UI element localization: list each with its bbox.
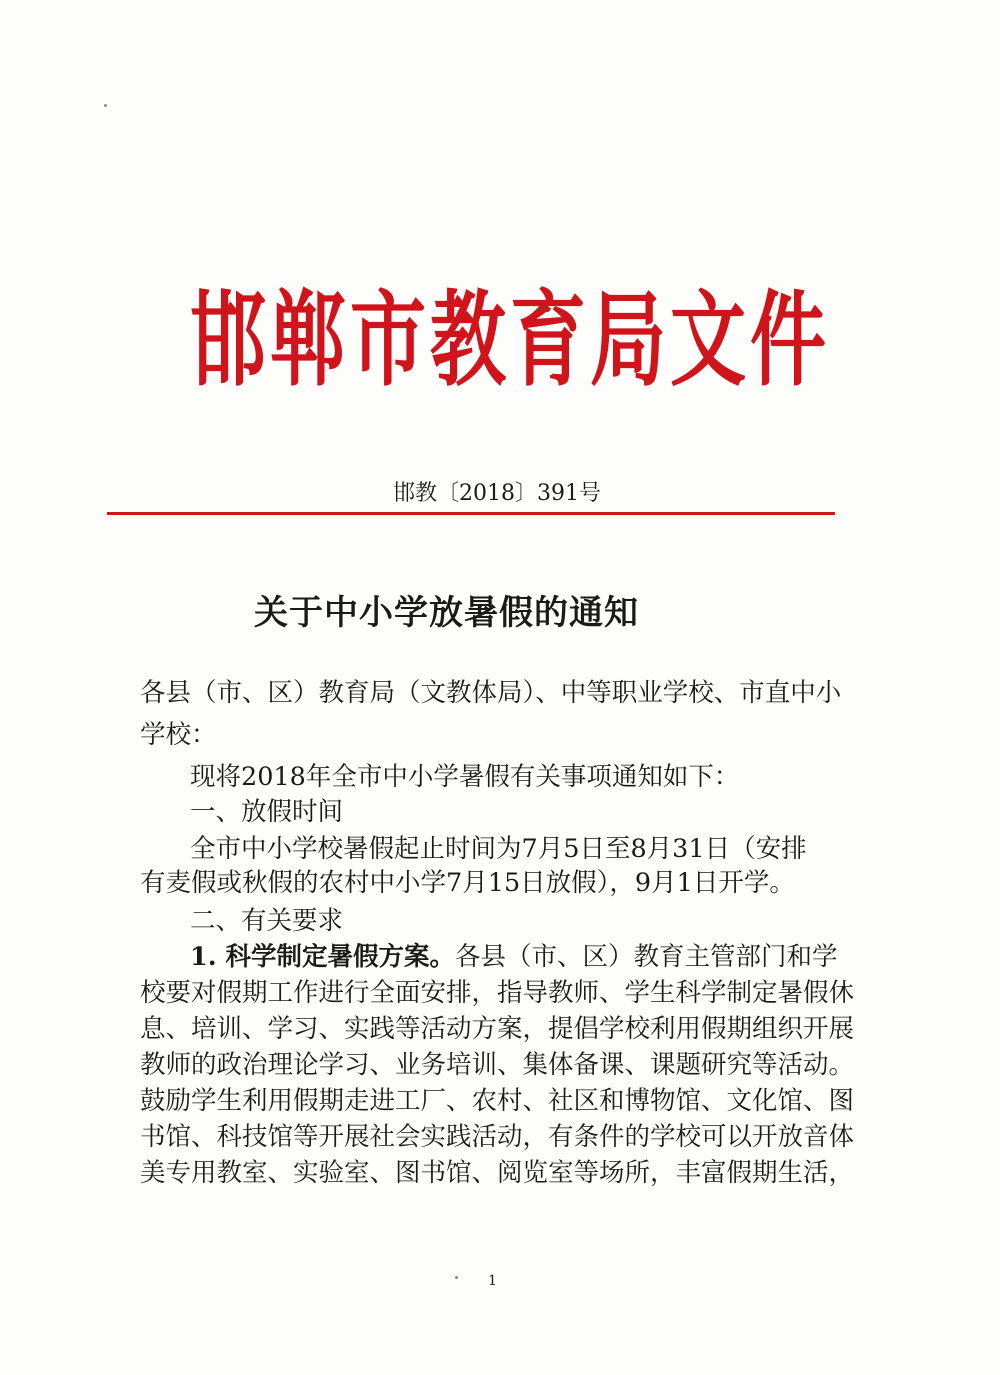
body-line: 现将2018年全市中小学暑假有关事项通知如下： xyxy=(190,762,740,792)
subsection-heading: 1. 科学制定暑假方案。 xyxy=(190,942,455,972)
body-line: 鼓励学生利用假期走进工厂、农村、社区和博物馆、文化馆、图 xyxy=(140,1086,855,1116)
body-line: 美专用教室、实验室、图书馆、阅览室等场所，丰富假期生活， xyxy=(140,1158,855,1188)
scan-speck xyxy=(455,1276,458,1279)
body-line: 全市中小学校暑假起止时间为7月5日至8月31日（安排 xyxy=(190,834,807,864)
body-line: 息、培训、学习、实践等活动方案，提倡学校利用假期组织开展 xyxy=(140,1014,855,1044)
section-heading: 一、放假时间 xyxy=(190,797,344,827)
body-line: 书馆、科技馆等开展社会实践活动，有条件的学校可以开放音体 xyxy=(140,1122,855,1152)
scan-speck xyxy=(104,104,107,107)
page-number: 1 xyxy=(488,1273,497,1289)
document-number: 邯教〔2018〕391号 xyxy=(393,481,601,506)
body-line: 有麦假或秋假的农村中小学7月15日放假），9月1日开学。 xyxy=(140,868,795,898)
red-divider-line xyxy=(107,512,835,515)
body-line: 校要对假期工作进行全面安排，指导教师、学生科学制定暑假休 xyxy=(140,978,855,1008)
body-line: 各县（市、区）教育局（文教体局）、中等职业学校、市直中小 xyxy=(140,678,842,708)
notice-title: 关于中小学放暑假的通知 xyxy=(254,593,639,633)
body-line: 教师的政治理论学习、业务培训、集体备课、课题研究等活动。 xyxy=(140,1050,855,1080)
body-line: 学校： xyxy=(140,720,217,750)
issuer-header-title: 邯郸市教育局文件 xyxy=(190,279,830,400)
body-line-continuation: 各县（市、区）教育主管部门和学 xyxy=(455,942,838,972)
section-heading: 二、有关要求 xyxy=(190,906,344,936)
